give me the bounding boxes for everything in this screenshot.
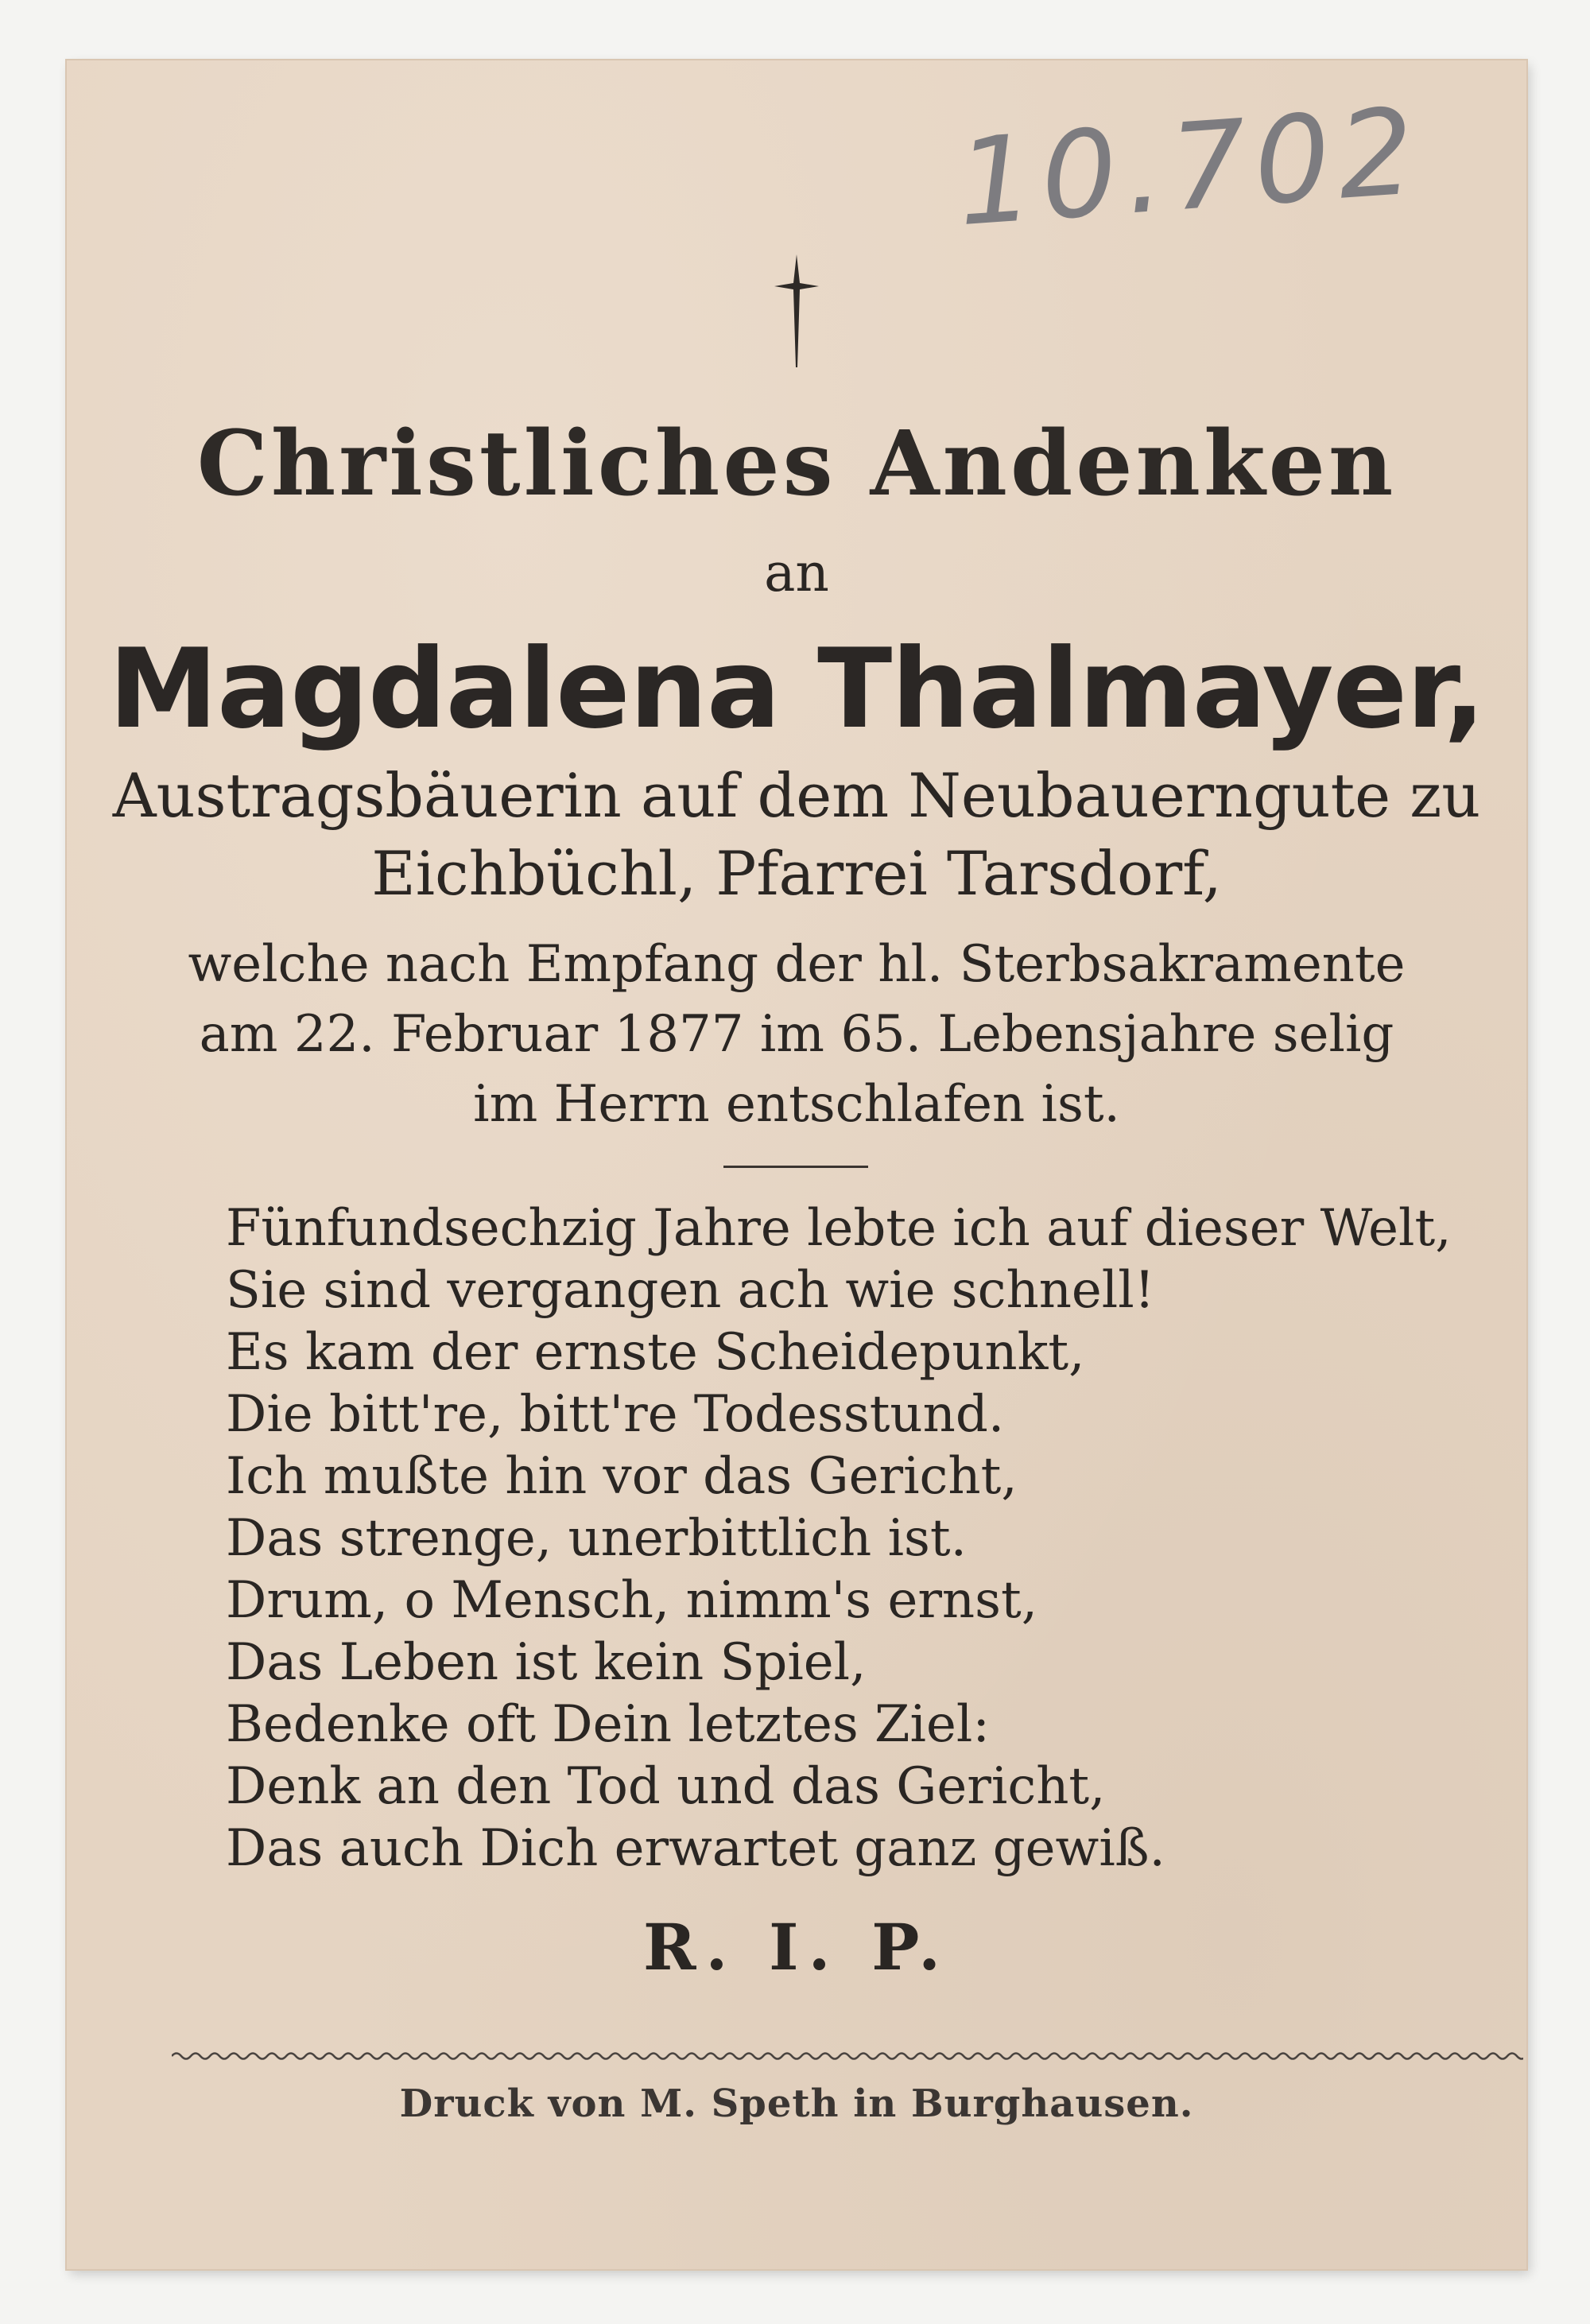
death-line-2: am 22. Februar 1877 im 65. Lebensjahre selig bbox=[199, 1005, 1394, 1064]
rip-text: R. I. P. bbox=[642, 1910, 951, 1985]
poem-line: Drum, o Mensch, nimm's ernst, bbox=[226, 1571, 1038, 1630]
death-line-1: welche nach Empfang der hl. Sterbsakramente bbox=[188, 935, 1406, 994]
poem bbox=[226, 1197, 1452, 1880]
card-title: Christliches Andenken bbox=[196, 412, 1397, 516]
occupation-line-1: Austragsbäuerin auf dem Neubauerngute zu bbox=[112, 760, 1481, 831]
an-word: an bbox=[764, 542, 829, 603]
poem-line: Denk an den Tod und das Gericht, bbox=[226, 1757, 1106, 1816]
poem-line: Das Leben ist kein Spiel, bbox=[226, 1633, 867, 1692]
printer-imprint: Druck von M. Speth in Burghausen. bbox=[399, 2082, 1194, 2126]
death-line-3: im Herrn entschlafen ist. bbox=[473, 1075, 1120, 1134]
poem-line: Das auch Dich erwartet ganz gewiß. bbox=[226, 1819, 1165, 1878]
poem-line: Die bitt're, bitt're Todesstund. bbox=[226, 1385, 1005, 1444]
poem-line: Sie sind vergangen ach wie schnell! bbox=[226, 1261, 1155, 1320]
poem-line: Ich mußte hin vor das Gericht, bbox=[226, 1447, 1018, 1506]
occupation-line-2: Eichbüchl, Pfarrei Tarsdorf, bbox=[371, 838, 1222, 909]
poem-line: Das strenge, unerbittlich ist. bbox=[226, 1509, 967, 1568]
poem-line: Es kam der ernste Scheidepunkt, bbox=[226, 1323, 1085, 1382]
separator-rule bbox=[723, 1166, 868, 1168]
poem-line: Bedenke oft Dein letztes Ziel: bbox=[226, 1695, 990, 1754]
deceased-name: Magdalena Thalmayer, bbox=[108, 625, 1485, 753]
cross-icon bbox=[773, 251, 820, 371]
memorial-card bbox=[67, 60, 1526, 2269]
poem-line: Fünfundsechzig Jahre lebte ich auf dieser Welt, bbox=[226, 1199, 1452, 1258]
handwritten-number: 10.702 bbox=[952, 82, 1427, 254]
wavy-rule bbox=[172, 2048, 1523, 2064]
